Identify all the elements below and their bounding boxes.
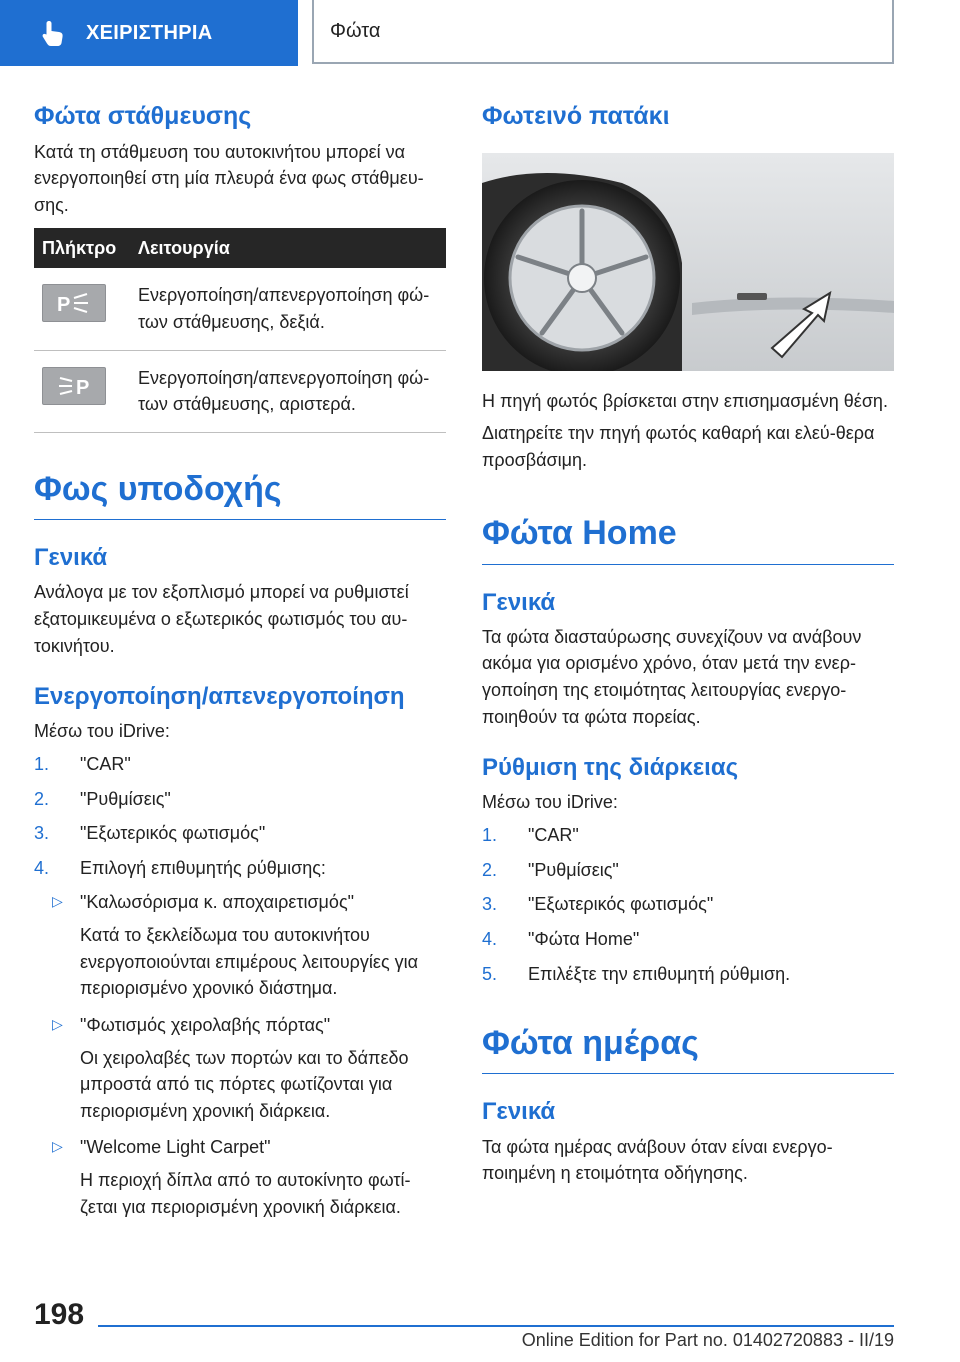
step-number: 3. xyxy=(482,894,498,915)
step-text: "Ρυθμίσεις" xyxy=(528,859,619,880)
table-header-key: Πλήκτρο xyxy=(34,228,130,268)
triangle-right-icon: ▷ xyxy=(52,1015,63,1032)
step-number: 4. xyxy=(34,857,50,878)
list-item xyxy=(34,820,446,847)
option-label: "Καλωσόρισμα κ. αποχαιρετισμός" xyxy=(80,892,355,913)
option-list xyxy=(52,889,446,1220)
table-row xyxy=(34,268,446,350)
home-lights-title: Φώτα Home xyxy=(482,511,894,564)
welcome-steps-list xyxy=(34,751,446,1220)
key-function-table xyxy=(34,228,446,433)
option-desc: Οι χειρολαβές των πορτών και το δάπεδο μπροστά από τις πόρτες φωτίζονται για περιορισμένη χρονική διάρκεια. xyxy=(80,1047,409,1121)
option-label: "Welcome Light Carpet" xyxy=(80,1137,271,1158)
left-column xyxy=(34,100,446,1230)
parking-lights-text: Κατά τη στάθμευση του αυτοκινήτου μπορεί να ενεργοποιηθεί στη μία πλευρά ένα φως στάθμευ-σης. xyxy=(34,141,424,215)
step-number: 4. xyxy=(482,928,498,949)
welcome-light-title: Φως υποδοχής xyxy=(34,467,446,520)
list-item xyxy=(482,822,894,849)
step-number: 1. xyxy=(34,753,50,774)
triangle-right-icon: ▷ xyxy=(52,1138,63,1155)
list-item xyxy=(34,855,446,1221)
triangle-right-icon: ▷ xyxy=(52,893,63,910)
step-number: 1. xyxy=(482,825,498,846)
option-label: "Φωτισμός χειρολαβής πόρτας" xyxy=(80,1014,331,1035)
duration-title: Ρύθμιση της διάρκειας xyxy=(482,754,739,782)
svg-text:P: P xyxy=(76,376,90,399)
step-number: 5. xyxy=(482,963,498,984)
parking-lights-title: Φώτα στάθμευσης xyxy=(34,102,252,130)
table-row xyxy=(34,350,446,432)
list-item xyxy=(482,961,894,988)
step-text: "CAR" xyxy=(528,825,579,846)
home-general-title: Γενικά xyxy=(482,588,556,616)
daytime-lights-title: Φώτα ημέρας xyxy=(482,1021,894,1074)
step-text: Επιλέξτε την επιθυμητή ρύθμιση. xyxy=(528,963,791,984)
table-header-row xyxy=(34,228,446,268)
step-number: 2. xyxy=(482,859,498,880)
list-item xyxy=(482,891,894,918)
step-number: 3. xyxy=(34,823,50,844)
right-column xyxy=(482,100,894,1193)
puddle-light-illustration xyxy=(482,153,894,371)
chapter-tab-label: Φώτα xyxy=(330,19,381,42)
option-desc: Κατά το ξεκλείδωμα του αυτοκινήτου ενεργοποιούνται επιμέρους λειτουργίες για περιορισμένο χρονικό διάστημα. xyxy=(80,925,419,999)
option-item xyxy=(52,1012,446,1125)
edition-text: Online Edition for Part no. 01402720883 - II/19 xyxy=(521,1330,894,1350)
table-cell-function: Ενεργοποίηση/απενεργοποίηση φώ-των στάθμευσης, αριστερά. xyxy=(130,350,446,432)
parking-light-left-button[interactable] xyxy=(42,367,106,405)
daytime-general-title: Γενικά xyxy=(482,1098,556,1126)
step-text: "CAR" xyxy=(80,753,131,774)
puddle-light-title: Φωτεινό πατάκι xyxy=(482,102,670,130)
list-item xyxy=(34,751,446,778)
step-text: "Εξωτερικός φωτισμός" xyxy=(528,894,714,915)
footer-divider xyxy=(98,1325,894,1327)
parking-light-left-icon xyxy=(54,373,94,399)
table-cell-function: Ενεργοποίηση/απενεργοποίηση φώ-των στάθμευσης, δεξιά. xyxy=(130,268,446,350)
table-header-function: Λειτουργία xyxy=(130,228,446,268)
daytime-general-text: Τα φώτα ημέρας ανάβουν όταν είναι ενεργο-ποιημένη η ετοιμότητα οδήγησης. xyxy=(482,1136,833,1184)
parking-light-right-button[interactable] xyxy=(42,284,106,322)
activation-title: Ενεργοποίηση/απενεργοποίηση xyxy=(34,683,405,711)
step-text: "Ρυθμίσεις" xyxy=(80,788,171,809)
step-text: "Φώτα Home" xyxy=(528,928,640,949)
section-tab-label: ΧΕΙΡΙΣΤΗΡΙΑ xyxy=(86,21,213,44)
puddle-text-1: Η πηγή φωτός βρίσκεται στην επισημασμένη θέση. xyxy=(482,390,888,411)
list-item xyxy=(34,786,446,813)
svg-text:P: P xyxy=(57,294,71,317)
idrive-via-text-right: Μέσω του iDrive: xyxy=(482,792,618,813)
list-item xyxy=(482,857,894,884)
welcome-general-text: Ανάλογα με τον εξοπλισμό μπορεί να ρυθμιστεί εξατομικευμένα ο εξωτερικός φωτισμός του αυ-τοκινήτου. xyxy=(34,582,409,656)
welcome-general-title: Γενικά xyxy=(34,544,108,572)
table-cell-key xyxy=(34,350,130,432)
home-steps-list xyxy=(482,822,894,987)
pointing-hand-icon xyxy=(38,18,68,48)
step-number: 2. xyxy=(34,788,50,809)
idrive-via-text: Μέσω του iDrive: xyxy=(34,721,170,742)
page-header xyxy=(0,0,960,66)
option-item xyxy=(52,889,446,1002)
list-item xyxy=(482,926,894,953)
option-desc: Η περιοχή δίπλα από το αυτοκίνητο φωτί-ζεται για περιορισμένη χρονική διάρκεια. xyxy=(80,1170,411,1217)
section-tab[interactable] xyxy=(0,0,298,66)
home-general-text: Τα φώτα διασταύρωσης συνεχίζουν να ανάβουν ακόμα για ορισμένο χρόνο, όταν μετά την ενερ-γοποίηση της ετοιμότητας λειτουργίας ενεργο-ποιηθούν τα φώτα πορείας. xyxy=(482,626,862,727)
page-number: 198 xyxy=(34,1298,85,1331)
step-text: "Εξωτερικός φωτισμός" xyxy=(80,823,266,844)
step-text: Επιλογή επιθυμητής ρύθμισης: xyxy=(80,857,326,878)
puddle-text-2: Διατηρείτε την πηγή φωτός καθαρή και ελεύ-θερα προσβάσιμη. xyxy=(482,423,875,470)
table-cell-key xyxy=(34,268,130,350)
option-item xyxy=(52,1134,446,1220)
parking-light-right-icon xyxy=(54,290,94,316)
chapter-tab[interactable] xyxy=(312,0,894,64)
